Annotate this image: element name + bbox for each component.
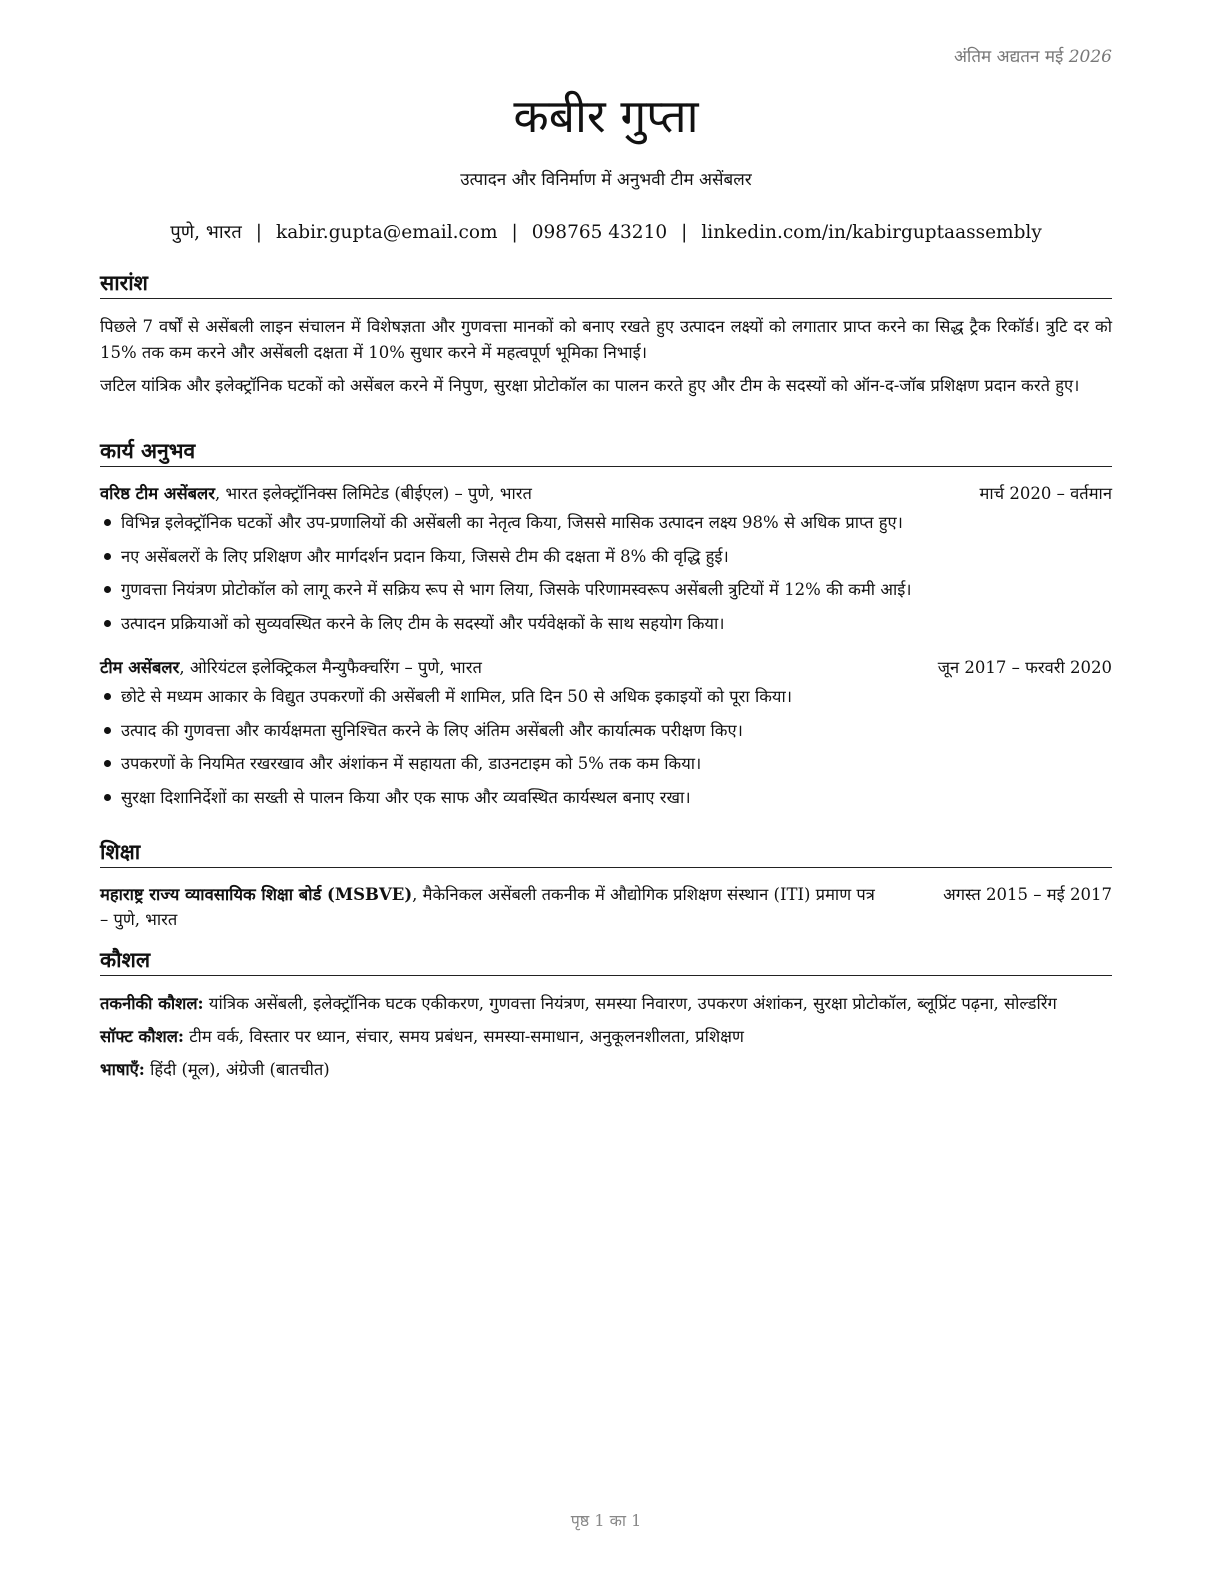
skills-languages-label: भाषाएँ: xyxy=(100,1060,145,1079)
bullet-text: उत्पादन प्रक्रियाओं को सुव्यवस्थित करने के लिए टीम के सदस्यों और पर्यवेक्षकों के साथ सहयोग किया। xyxy=(121,613,725,633)
job-organization: , ओरियंटल इलेक्ट्रिकल मैन्युफैक्चरिंग – पुणे, भारत xyxy=(179,658,482,677)
job-dates: जून 2017 – फरवरी 2020 xyxy=(937,658,1112,677)
bullet-icon xyxy=(104,727,111,734)
page-indicator: पृष्ठ 1 का 1 xyxy=(570,1511,642,1530)
contact-separator: | xyxy=(255,222,262,243)
bullet-text: छोटे से मध्यम आकार के विद्युत उपकरणों की असेंबली में शामिल, प्रति दिन 50 से अधिक इकाइयों को पूरा किया। xyxy=(121,687,792,706)
contact-location: पुणे, भारत xyxy=(170,222,242,243)
summary-paragraph: पिछले 7 वर्षों से असेंबली लाइन संचालन में विशेषज्ञता और गुणवत्ता मानकों को बनाए रखते हुए उत्पादन लक्ष्यों को लगातार प्राप्त करने का सिद्ध ट्रैक रिकॉर्ड। त्रुटि दर को 15% तक कम करने और असेंबली दक्षता में 10% सुधार करने में महत्वपूर्ण भूमिका निभाई। xyxy=(100,317,1112,362)
bullet-text: गुणवत्ता नियंत्रण प्रोटोकॉल को लागू करने में सक्रिय रूप से भाग लिया, जिसके परिणामस्वरूप असेंबली त्रुटियों में 12% की कमी आई। xyxy=(121,580,912,599)
list-item xyxy=(100,747,1112,781)
bullet-icon xyxy=(104,693,111,700)
job-title: टीम असेंबलर xyxy=(100,658,180,677)
job-entry xyxy=(100,655,1112,814)
contact-line xyxy=(100,219,1112,244)
resume-page xyxy=(100,0,1112,1584)
job-bullets xyxy=(100,506,1112,640)
skills-technical-value: यांत्रिक असेंबली, इलेक्ट्रॉनिक घटक एकीकरण, गुणवत्ता नियंत्रण, समस्या निवारण, उपकरण अंशांकन, सुरक्षा प्रोटोकॉल, ब्लूप्रिंट पढ़ना, सोल्डरिंग xyxy=(203,994,1057,1013)
bullet-text: विभिन्न इलेक्ट्रॉनिक घटकों और उप-प्रणालियों की असेंबली का नेतृत्व किया, जिससे मासिक उत्पादन लक्ष्य 98% से अधिक प्राप्त हुए। xyxy=(121,513,903,532)
contact-phone: 098765 43210 xyxy=(531,222,668,243)
contact-separator: | xyxy=(511,222,518,243)
contact-email[interactable]: kabir.gupta@email.com xyxy=(276,222,498,243)
section-title-skills: कौशल xyxy=(100,946,1112,976)
job-header xyxy=(100,481,1112,507)
summary-paragraph: जटिल यांत्रिक और इलेक्ट्रॉनिक घटकों को असेंबल करने में निपुण, सुरक्षा प्रोटोकॉल का पालन करते हुए और टीम के सदस्यों को ऑन-द-जॉब प्रशिक्षण प्रदान करते हुए। xyxy=(100,376,1080,395)
education-section xyxy=(100,838,1112,932)
section-title-experience: कार्य अनुभव xyxy=(100,437,1112,467)
contact-linkedin[interactable]: linkedin.com/in/kabirguptaassembly xyxy=(701,222,1042,243)
education-details: , मैकेनिकल असेंबली तकनीक में औद्योगिक प्रशिक्षण संस्थान (ITI) प्रमाण पत्र – पुणे, भारत xyxy=(100,885,875,929)
section-title-education: शिक्षा xyxy=(100,838,1112,868)
education-dates: अगस्त 2015 – मई 2017 xyxy=(943,885,1112,904)
bullet-icon xyxy=(104,553,111,560)
education-text xyxy=(100,882,880,932)
bullet-icon xyxy=(104,760,111,767)
list-item xyxy=(100,781,1112,815)
candidate-name: कबीर गुप्ता xyxy=(513,89,699,143)
bullet-icon xyxy=(104,519,111,526)
skills-soft xyxy=(100,1024,1112,1049)
list-item xyxy=(100,607,1112,641)
summary-section xyxy=(100,269,1112,399)
bullet-text: उपकरणों के नियमित रखरखाव और अंशांकन में सहायता की, डाउनटाइम को 5% तक कम किया। xyxy=(121,754,702,773)
bullet-icon xyxy=(104,794,111,801)
education-institution: महाराष्ट्र राज्य व्यावसायिक शिक्षा बोर्ड (MSBVE) xyxy=(100,885,413,904)
job-organization: , भारत इलेक्ट्रॉनिक्स लिमिटेड (बीईएल) – पुणे, भारत xyxy=(214,484,532,503)
bullet-icon xyxy=(104,586,111,593)
bullet-icon xyxy=(104,620,111,627)
bullet-text: उत्पाद की गुणवत्ता और कार्यक्षमता सुनिश्चित करने के लिए अंतिम असेंबली और कार्यात्मक परीक्षण किए। xyxy=(121,720,743,740)
list-item xyxy=(100,573,1112,607)
job-bullets xyxy=(100,680,1112,814)
bullet-text: सुरक्षा दिशानिर्देशों का सख्ती से पालन किया और एक साफ और व्यवस्थित कार्यस्थल बनाए रखा। xyxy=(121,787,691,807)
section-title-summary: सारांश xyxy=(100,269,1112,299)
job-header xyxy=(100,655,1112,681)
last-updated-year: 2026 xyxy=(1068,47,1112,67)
skills-technical xyxy=(100,991,1112,1016)
job-entry xyxy=(100,481,1112,640)
list-item xyxy=(100,540,1112,574)
list-item xyxy=(100,680,1112,714)
last-updated xyxy=(954,44,1112,67)
last-updated-text: अंतिम अद्यतन मई xyxy=(953,47,1064,67)
experience-section xyxy=(100,437,1112,814)
bullet-text: नए असेंबलरों के लिए प्रशिक्षण और मार्गदर्शन प्रदान किया, जिससे टीम की दक्षता में 8% की वृद्धि हुई। xyxy=(121,546,729,566)
skills-soft-value: टीम वर्क, विस्तार पर ध्यान, संचार, समय प्रबंधन, समस्या-समाधान, अनुकूलनशीलता, प्रशिक्षण xyxy=(183,1027,744,1046)
skills-technical-label: तकनीकी कौशल: xyxy=(100,994,204,1013)
contact-separator: | xyxy=(681,222,688,243)
skills-languages xyxy=(100,1057,1112,1082)
headline: उत्पादन और विनिर्माण में अनुभवी टीम असेंबलर xyxy=(460,170,752,190)
skills-languages-value: हिंदी (मूल), अंग्रेजी (बातचीत) xyxy=(144,1060,330,1079)
list-item xyxy=(100,714,1112,748)
skills-section xyxy=(100,946,1112,1082)
skills-soft-label: सॉफ्ट कौशल: xyxy=(100,1027,184,1046)
education-entry xyxy=(100,882,1112,932)
list-item xyxy=(100,506,1112,540)
job-dates: मार्च 2020 – वर्तमान xyxy=(979,484,1112,503)
job-title: वरिष्ठ टीम असेंबलर xyxy=(100,484,215,503)
